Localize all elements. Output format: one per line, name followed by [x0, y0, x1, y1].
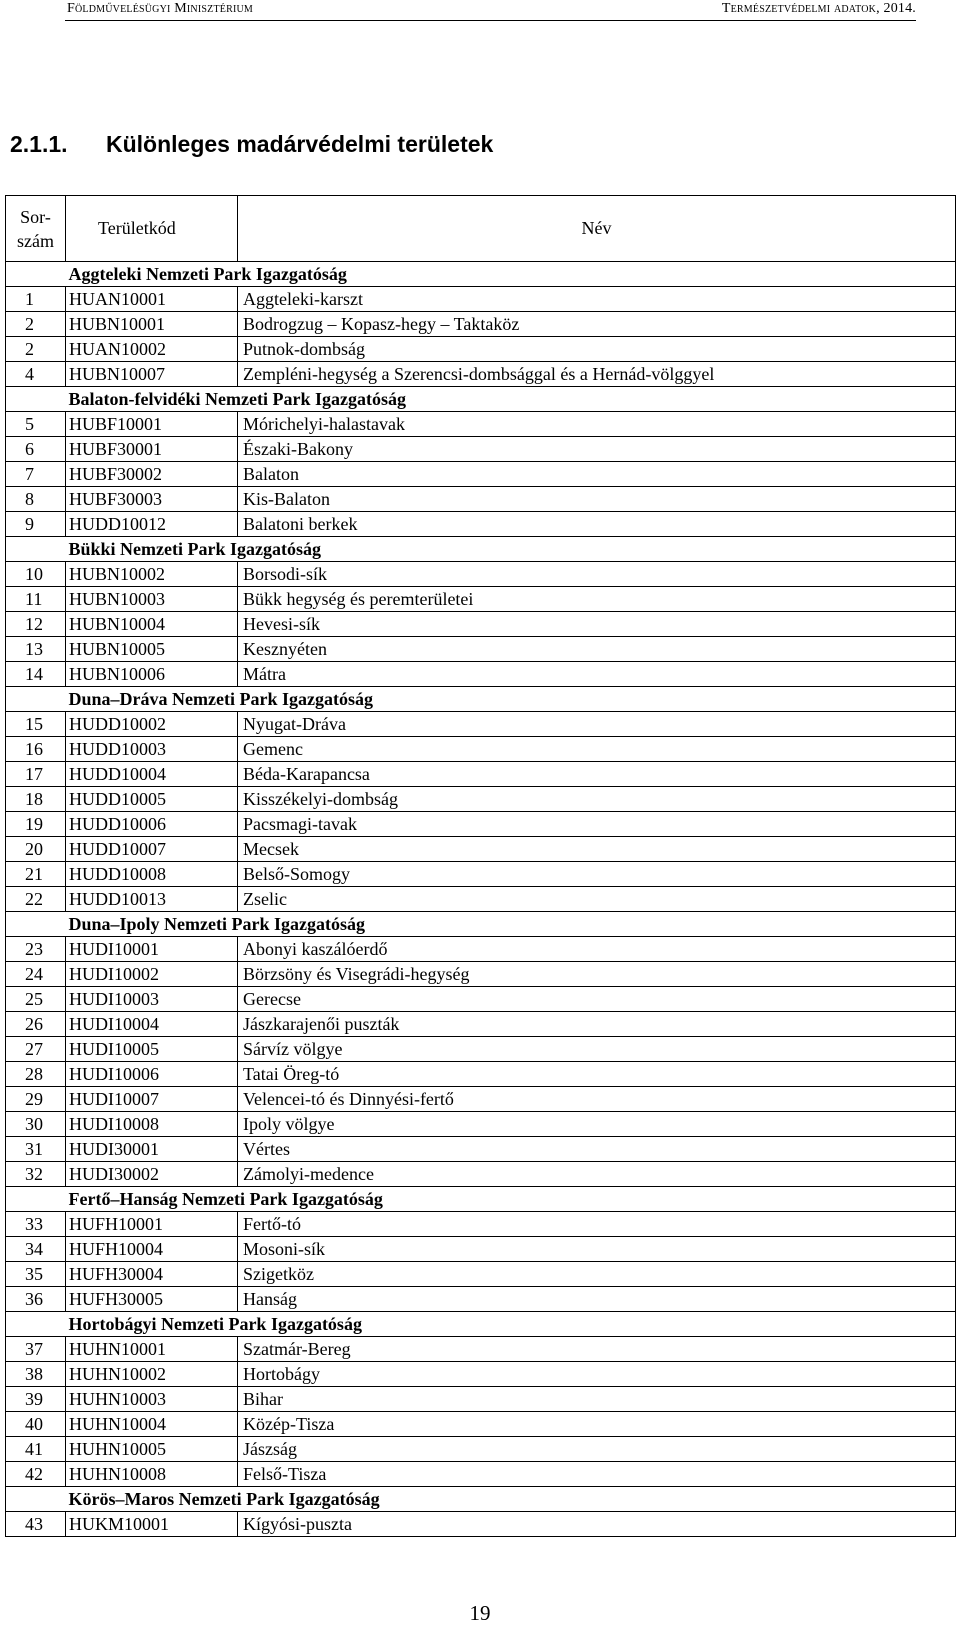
area-code-cell: HUHN10002: [66, 1362, 238, 1387]
area-name-cell: Gerecse: [238, 987, 956, 1012]
area-code-cell: HUDD10003: [66, 737, 238, 762]
area-code-cell: HUHN10003: [66, 1387, 238, 1412]
serial-number-cell: 35: [6, 1262, 66, 1287]
directorate-name: Duna–Dráva Nemzeti Park Igazgatóság: [66, 687, 956, 712]
serial-number-cell: 13: [6, 637, 66, 662]
area-name-cell: Pacsmagi-tavak: [238, 812, 956, 837]
serial-number-cell: 12: [6, 612, 66, 637]
serial-number-cell: 17: [6, 762, 66, 787]
area-code-cell: HUDI30002: [66, 1162, 238, 1187]
serial-number-cell: 27: [6, 1037, 66, 1062]
group-spacer-cell: [6, 687, 66, 712]
section-number: 2.1.1.: [10, 131, 68, 157]
directorate-name: Balaton-felvidéki Nemzeti Park Igazgatóság: [66, 387, 956, 412]
table-row: [6, 412, 956, 437]
area-code-cell: HUDD10004: [66, 762, 238, 787]
group-row: [6, 537, 956, 562]
area-code-cell: HUDI10006: [66, 1062, 238, 1087]
serial-number-cell: 14: [6, 662, 66, 687]
area-code-cell: HUBN10002: [66, 562, 238, 587]
table-row: [6, 1337, 956, 1362]
table-row: [6, 1037, 956, 1062]
area-name-cell: Kisszékelyi-dombság: [238, 787, 956, 812]
serial-number-cell: 30: [6, 1112, 66, 1137]
table-row: [6, 1412, 956, 1437]
area-code-cell: HUBN10006: [66, 662, 238, 687]
serial-number-cell: 34: [6, 1237, 66, 1262]
header-ministry: Földművelésügyi Minisztérium: [67, 1, 253, 16]
table-body: [6, 262, 956, 1537]
serial-number-cell: 7: [6, 462, 66, 487]
table-row: [6, 987, 956, 1012]
table-row: [6, 787, 956, 812]
area-name-cell: Kis-Balaton: [238, 487, 956, 512]
table-row: [6, 1262, 956, 1287]
area-code-cell: HUBN10005: [66, 637, 238, 662]
table-row: [6, 837, 956, 862]
area-code-cell: HUBN10003: [66, 587, 238, 612]
table-row: [6, 312, 956, 337]
area-code-cell: HUBN10004: [66, 612, 238, 637]
table-row: [6, 1387, 956, 1412]
area-name-cell: Nyugat-Dráva: [238, 712, 956, 737]
group-spacer-cell: [6, 1187, 66, 1212]
table-row: [6, 862, 956, 887]
header-rule: [65, 20, 916, 21]
area-code-cell: HUFH10004: [66, 1237, 238, 1262]
area-name-cell: Kígyósi-puszta: [238, 1512, 956, 1537]
sor-header-top: Sor-: [20, 206, 51, 227]
area-name-cell: Felső-Tisza: [238, 1462, 956, 1487]
group-row: [6, 262, 956, 287]
table-row: [6, 612, 956, 637]
area-name-cell: Jászkarajenői puszták: [238, 1012, 956, 1037]
serial-number-cell: 10: [6, 562, 66, 587]
group-row: [6, 912, 956, 937]
table-row: [6, 1212, 956, 1237]
area-name-cell: Börzsöny és Visegrádi-hegység: [238, 962, 956, 987]
serial-number-cell: 21: [6, 862, 66, 887]
serial-number-cell: 19: [6, 812, 66, 837]
area-code-cell: HUBF10001: [66, 412, 238, 437]
serial-number-cell: 37: [6, 1337, 66, 1362]
serial-number-cell: 6: [6, 437, 66, 462]
group-spacer-cell: [6, 1487, 66, 1512]
table-row: [6, 1087, 956, 1112]
area-code-cell: HUDI10004: [66, 1012, 238, 1037]
area-code-cell: HUDD10002: [66, 712, 238, 737]
column-header-teruletkod: Területkód: [66, 196, 238, 262]
serial-number-cell: 41: [6, 1437, 66, 1462]
serial-number-cell: 39: [6, 1387, 66, 1412]
area-code-cell: HUDD10007: [66, 837, 238, 862]
table-row: [6, 362, 956, 387]
area-name-cell: Bodrogzug – Kopasz-hegy – Taktaköz: [238, 312, 956, 337]
table-row: [6, 487, 956, 512]
area-code-cell: HUFH30005: [66, 1287, 238, 1312]
area-code-cell: HUDI10002: [66, 962, 238, 987]
area-code-cell: HUDI10001: [66, 937, 238, 962]
area-code-cell: HUBF30001: [66, 437, 238, 462]
area-name-cell: Sárvíz völgye: [238, 1037, 956, 1062]
area-code-cell: HUKM10001: [66, 1512, 238, 1537]
area-name-cell: Hortobágy: [238, 1362, 956, 1387]
serial-number-cell: 42: [6, 1462, 66, 1487]
serial-number-cell: 26: [6, 1012, 66, 1037]
area-code-cell: HUHN10004: [66, 1412, 238, 1437]
area-name-cell: Mecsek: [238, 837, 956, 862]
directorate-name: Körös–Maros Nemzeti Park Igazgatóság: [66, 1487, 956, 1512]
area-name-cell: Ipoly völgye: [238, 1112, 956, 1137]
area-name-cell: Velencei-tó és Dinnyési-fertő: [238, 1087, 956, 1112]
serial-number-cell: 2: [6, 312, 66, 337]
group-row: [6, 1312, 956, 1337]
area-name-cell: Hanság: [238, 1287, 956, 1312]
area-code-cell: HUHN10008: [66, 1462, 238, 1487]
serial-number-cell: 31: [6, 1137, 66, 1162]
table-row: [6, 287, 956, 312]
area-code-cell: HUBN10007: [66, 362, 238, 387]
directorate-name: Hortobágyi Nemzeti Park Igazgatóság: [66, 1312, 956, 1337]
group-spacer-cell: [6, 387, 66, 412]
area-name-cell: Balatoni berkek: [238, 512, 956, 537]
serial-number-cell: 24: [6, 962, 66, 987]
serial-number-cell: 25: [6, 987, 66, 1012]
table-row: [6, 887, 956, 912]
serial-number-cell: 36: [6, 1287, 66, 1312]
area-code-cell: HUDI10008: [66, 1112, 238, 1137]
area-name-cell: Mosoni-sík: [238, 1237, 956, 1262]
table-row: [6, 1362, 956, 1387]
table-row: [6, 1137, 956, 1162]
table-row: [6, 637, 956, 662]
group-spacer-cell: [6, 537, 66, 562]
directorate-name: Aggteleki Nemzeti Park Igazgatóság: [66, 262, 956, 287]
area-name-cell: Mórichelyi-halastavak: [238, 412, 956, 437]
area-name-cell: Szatmár-Bereg: [238, 1337, 956, 1362]
area-name-cell: Fertő-tó: [238, 1212, 956, 1237]
table-row: [6, 587, 956, 612]
table-row: [6, 812, 956, 837]
area-code-cell: HUBF30003: [66, 487, 238, 512]
serial-number-cell: 23: [6, 937, 66, 962]
table-row: [6, 1437, 956, 1462]
table-row: [6, 762, 956, 787]
serial-number-cell: 1: [6, 287, 66, 312]
area-code-cell: HUDI10007: [66, 1087, 238, 1112]
directorate-name: Duna–Ipoly Nemzeti Park Igazgatóság: [66, 912, 956, 937]
directorate-name: Fertő–Hanság Nemzeti Park Igazgatóság: [66, 1187, 956, 1212]
area-code-cell: HUAN10002: [66, 337, 238, 362]
table-row: [6, 1462, 956, 1487]
serial-number-cell: 28: [6, 1062, 66, 1087]
serial-number-cell: 22: [6, 887, 66, 912]
area-name-cell: Putnok-dombság: [238, 337, 956, 362]
area-code-cell: HUHN10005: [66, 1437, 238, 1462]
bird-protection-areas-table: [5, 195, 956, 1537]
area-name-cell: Szigetköz: [238, 1262, 956, 1287]
serial-number-cell: 32: [6, 1162, 66, 1187]
area-name-cell: Közép-Tisza: [238, 1412, 956, 1437]
page-number: 19: [469, 1601, 491, 1625]
area-name-cell: Aggteleki-karszt: [238, 287, 956, 312]
section-heading: [10, 131, 493, 158]
serial-number-cell: 33: [6, 1212, 66, 1237]
area-code-cell: HUDD10006: [66, 812, 238, 837]
table-row: [6, 462, 956, 487]
area-code-cell: HUFH30004: [66, 1262, 238, 1287]
table-row: [6, 712, 956, 737]
table-row: [6, 1062, 956, 1087]
area-name-cell: Zempléni-hegység a Szerencsi-dombsággal és a Hernád-völggyel: [238, 362, 956, 387]
directorate-name: Bükki Nemzeti Park Igazgatóság: [66, 537, 956, 562]
area-code-cell: HUAN10001: [66, 287, 238, 312]
group-row: [6, 1187, 956, 1212]
group-row: [6, 1487, 956, 1512]
table-row: [6, 1237, 956, 1262]
area-name-cell: Jászság: [238, 1437, 956, 1462]
group-spacer-cell: [6, 1312, 66, 1337]
area-name-cell: Belső-Somogy: [238, 862, 956, 887]
area-name-cell: Hevesi-sík: [238, 612, 956, 637]
area-name-cell: Zámolyi-medence: [238, 1162, 956, 1187]
group-spacer-cell: [6, 262, 66, 287]
group-spacer-cell: [6, 912, 66, 937]
area-code-cell: HUDI30001: [66, 1137, 238, 1162]
serial-number-cell: 29: [6, 1087, 66, 1112]
area-code-cell: HUFH10001: [66, 1212, 238, 1237]
serial-number-cell: 40: [6, 1412, 66, 1437]
area-name-cell: Bihar: [238, 1387, 956, 1412]
column-header-nev: Név: [238, 196, 956, 262]
serial-number-cell: 15: [6, 712, 66, 737]
sor-header-bottom: szám: [17, 230, 54, 251]
table-row: [6, 1112, 956, 1137]
serial-number-cell: 5: [6, 412, 66, 437]
area-name-cell: Abonyi kaszálóerdő: [238, 937, 956, 962]
table-row: [6, 1012, 956, 1037]
group-row: [6, 387, 956, 412]
area-code-cell: HUDD10013: [66, 887, 238, 912]
area-code-cell: HUDI10003: [66, 987, 238, 1012]
area-code-cell: HUDD10012: [66, 512, 238, 537]
table-row: [6, 662, 956, 687]
area-code-cell: HUBF30002: [66, 462, 238, 487]
table-row: [6, 1287, 956, 1312]
table-row: [6, 737, 956, 762]
column-header-sorszam: [6, 196, 66, 262]
header-publication: Természetvédelmi adatok, 2014.: [721, 1, 916, 16]
serial-number-cell: 43: [6, 1512, 66, 1537]
area-name-cell: Vértes: [238, 1137, 956, 1162]
serial-number-cell: 4: [6, 362, 66, 387]
area-name-cell: Mátra: [238, 662, 956, 687]
area-code-cell: HUHN10001: [66, 1337, 238, 1362]
area-code-cell: HUDI10005: [66, 1037, 238, 1062]
table-header-row: [6, 196, 956, 262]
area-code-cell: HUDD10005: [66, 787, 238, 812]
section-title: Különleges madárvédelmi területek: [106, 131, 494, 157]
area-code-cell: HUDD10008: [66, 862, 238, 887]
area-name-cell: Északi-Bakony: [238, 437, 956, 462]
table-row: [6, 562, 956, 587]
area-name-cell: Zselic: [238, 887, 956, 912]
serial-number-cell: 9: [6, 512, 66, 537]
table-row: [6, 937, 956, 962]
table-row: [6, 437, 956, 462]
area-name-cell: Kesznyéten: [238, 637, 956, 662]
serial-number-cell: 16: [6, 737, 66, 762]
area-name-cell: Tatai Öreg-tó: [238, 1062, 956, 1087]
serial-number-cell: 20: [6, 837, 66, 862]
group-row: [6, 687, 956, 712]
serial-number-cell: 38: [6, 1362, 66, 1387]
table-row: [6, 1162, 956, 1187]
table-row: [6, 512, 956, 537]
serial-number-cell: 18: [6, 787, 66, 812]
area-name-cell: Balaton: [238, 462, 956, 487]
area-name-cell: Bükk hegység és peremterületei: [238, 587, 956, 612]
table-row: [6, 962, 956, 987]
serial-number-cell: 8: [6, 487, 66, 512]
table-row: [6, 337, 956, 362]
table-row: [6, 1512, 956, 1537]
area-name-cell: Gemenc: [238, 737, 956, 762]
running-header: [0, 0, 960, 22]
serial-number-cell: 2: [6, 337, 66, 362]
area-name-cell: Borsodi-sík: [238, 562, 956, 587]
area-name-cell: Béda-Karapancsa: [238, 762, 956, 787]
area-code-cell: HUBN10001: [66, 312, 238, 337]
serial-number-cell: 11: [6, 587, 66, 612]
